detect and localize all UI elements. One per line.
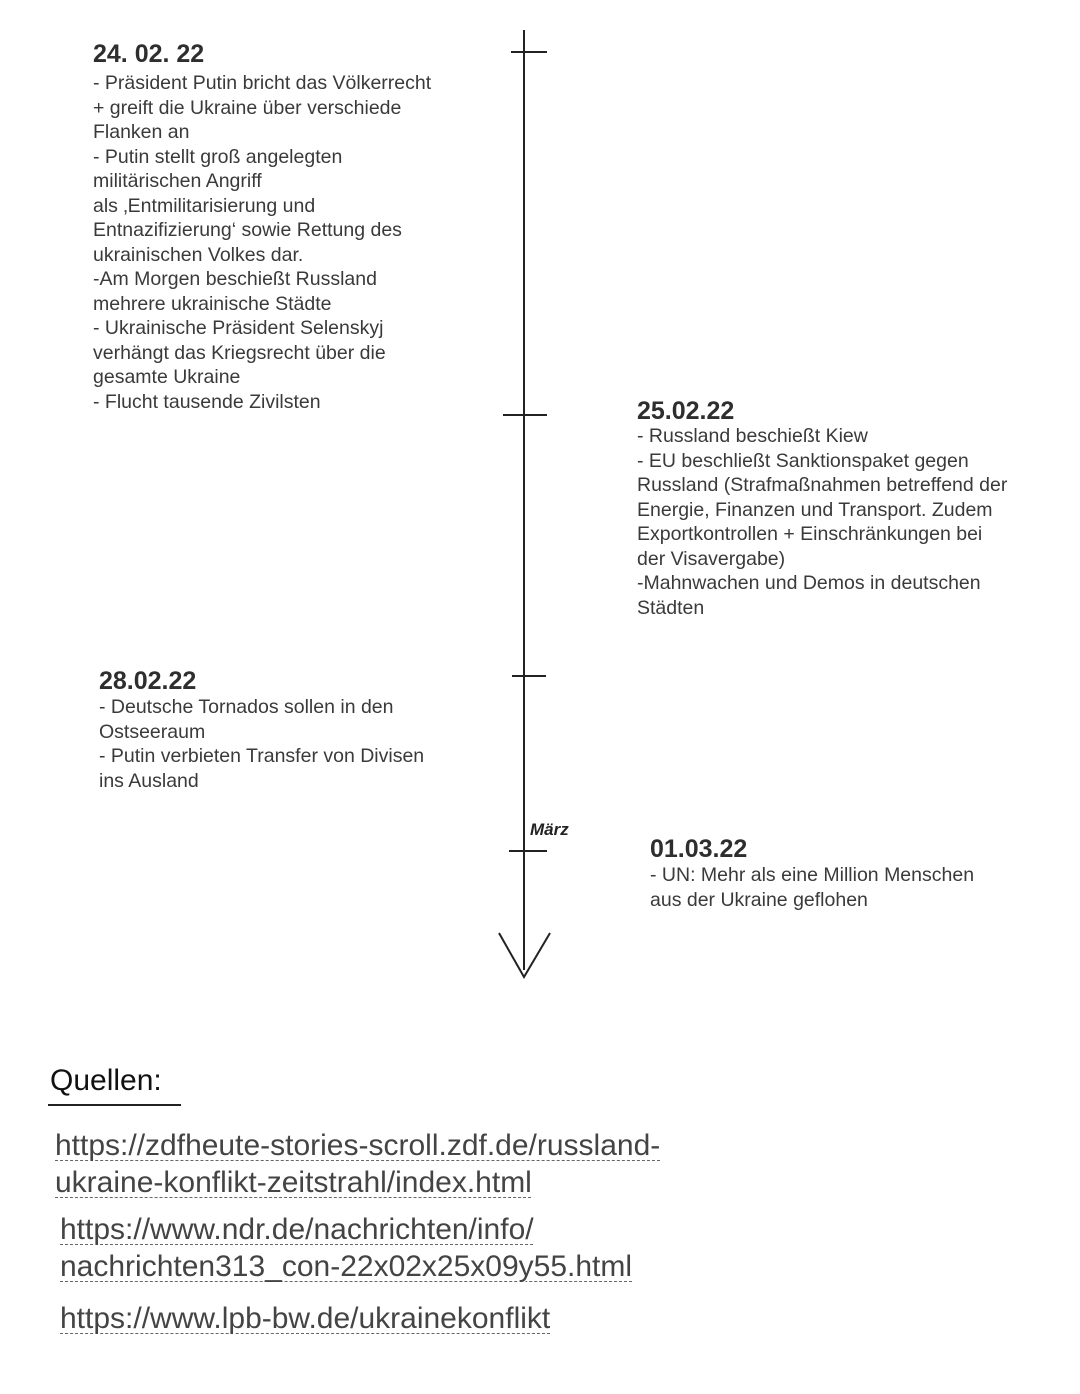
- sources-title-underline: [48, 1104, 181, 1106]
- entry-text: - UN: Mehr als eine Million Menschen aus der Ukraine geflohen: [650, 864, 975, 911]
- timeline-tick-2: [503, 414, 547, 416]
- timeline-tick-1: [511, 51, 547, 53]
- entry-date: 24. 02. 22: [93, 40, 205, 68]
- timeline-axis: [523, 30, 525, 970]
- month-label: März: [530, 820, 569, 839]
- entry-date: 01.03.22: [650, 835, 748, 863]
- timeline-tick-3: [512, 675, 546, 677]
- entry-text: - Präsident Putin bricht das Völkerrecht + greift die Ukraine über verschiede Flanken an - Putin stellt groß angelegten militärischen Angriff als ‚Entmilitarisierung und Entnazifizierung‘ sowie Rettung des ukrainischen Volkes dar. -Am Morgen beschießt Russland mehrere ukrainische Städte - Ukrainische Präsident Selenskyj verhängt das Kriegsrecht über die gesamte Ukraine - Flucht tausende Zivilsten: [93, 72, 432, 413]
- source-link-zdf[interactable]: https://zdfheute-stories-scroll.zdf.de/russland- ukraine-konflikt-zeitstrahl/index.html: [55, 1129, 661, 1199]
- timeline-arrow-head-icon: [494, 930, 556, 982]
- sources-title: Quellen:: [50, 1064, 162, 1097]
- entry-text: - Russland beschießt Kiew - EU beschließt Sanktionspaket gegen Russland (Strafmaßnahmen betreffend der Energie, Finanzen und Transport. Zudem Exportkontrollen + Einschränkungen bei der Visavergabe) -Mahnwachen und Demos in deutschen Städten: [637, 425, 1008, 619]
- source-link-ndr[interactable]: https://www.ndr.de/nachrichten/info/ nachrichten313_con-22x02x25x09y55.html: [60, 1213, 633, 1283]
- entry-date: 28.02.22: [99, 667, 197, 695]
- entry-text: - Deutsche Tornados sollen in den Ostseeraum - Putin verbieten Transfer von Divisen ins Ausland: [99, 696, 425, 792]
- entry-date: 25.02.22: [637, 397, 735, 425]
- timeline-tick-4: [509, 850, 547, 852]
- source-link-lpb[interactable]: https://www.lpb-bw.de/ukrainekonflikt: [60, 1302, 551, 1335]
